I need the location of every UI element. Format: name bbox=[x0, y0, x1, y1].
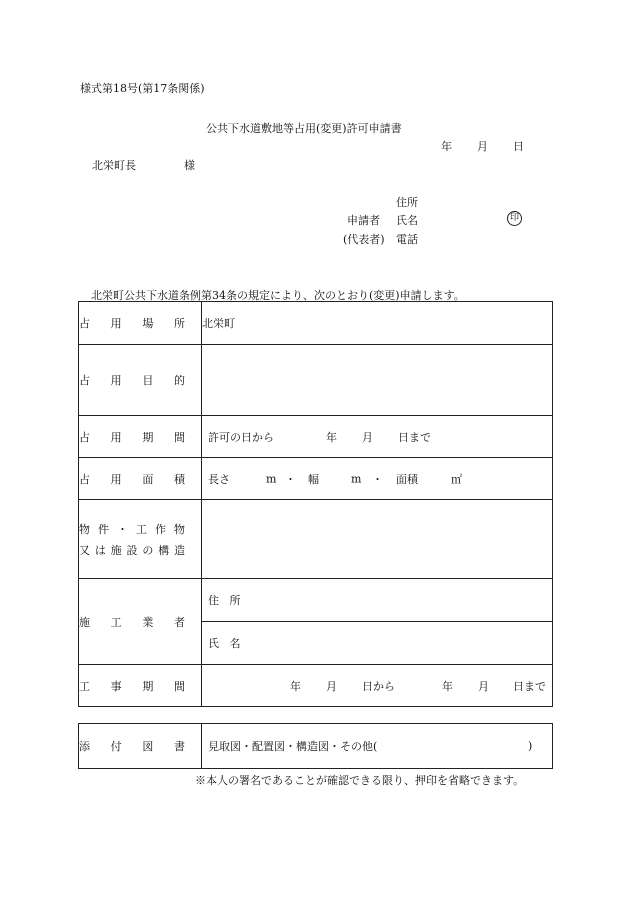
construction-end-year: 年 bbox=[442, 679, 453, 693]
representative-label: (代表者) bbox=[343, 233, 385, 246]
structure-label: 物 件 ・ 工 作 物 又 は 施 設 の 構 造 bbox=[79, 500, 202, 579]
applicant-name-label: 氏名 bbox=[396, 214, 418, 227]
document-title: 公共下水道敷地等占用(変更)許可申請書 bbox=[206, 122, 402, 135]
area-separator-1: ・ bbox=[285, 472, 296, 486]
purpose-label: 占 用 目 的 bbox=[79, 345, 202, 416]
applicant-phone-label: 電話 bbox=[396, 233, 418, 246]
attachment-value[interactable] bbox=[202, 724, 553, 769]
period-month: 月 bbox=[362, 430, 373, 444]
seal-icon: 印 bbox=[507, 211, 522, 226]
area-width-unit: m bbox=[351, 472, 362, 485]
construction-end-month: 月 bbox=[478, 679, 489, 693]
addressee-name: 北栄町長 bbox=[92, 159, 136, 172]
date-month-label: 月 bbox=[477, 140, 488, 153]
area-separator-2: ・ bbox=[372, 472, 383, 486]
addressee-honorific: 様 bbox=[184, 159, 195, 172]
period-year: 年 bbox=[326, 430, 337, 444]
applicant-address-label: 住所 bbox=[396, 196, 418, 209]
contractor-address-label: 住 所 bbox=[208, 594, 241, 607]
construction-period-label: 工 事 期 間 bbox=[79, 665, 202, 707]
area-label: 占 用 面 積 bbox=[79, 458, 202, 500]
area-length-unit: m bbox=[266, 472, 277, 485]
attachment-label: 添 付 図 書 bbox=[79, 724, 202, 769]
attachment-table bbox=[78, 723, 553, 769]
construction-period-value[interactable] bbox=[202, 665, 553, 707]
period-value[interactable] bbox=[202, 416, 553, 458]
area-length-label: 長さ bbox=[208, 472, 230, 486]
attachment-options: 見取図・配置図・構造図・その他( bbox=[208, 740, 378, 753]
area-value[interactable] bbox=[202, 458, 553, 500]
date-day-label: 日 bbox=[513, 140, 524, 153]
application-table bbox=[78, 301, 553, 707]
area-area-unit: ㎡ bbox=[451, 472, 462, 486]
area-area-label: 面積 bbox=[396, 472, 418, 486]
place-label: 占 用 場 所 bbox=[79, 302, 202, 345]
date-year-label: 年 bbox=[441, 140, 452, 153]
contractor-address-field[interactable] bbox=[202, 579, 552, 622]
period-label: 占 用 期 間 bbox=[79, 416, 202, 458]
construction-until: 日まで bbox=[513, 679, 546, 693]
construction-from: 日から bbox=[362, 679, 395, 693]
purpose-value[interactable] bbox=[202, 345, 553, 416]
construction-start-year: 年 bbox=[290, 679, 301, 693]
contractor-label: 施 工 業 者 bbox=[79, 579, 202, 665]
intro-statement: 北栄町公共下水道条例第34条の規定により、次のとおり(変更)申請します。 bbox=[91, 289, 465, 302]
period-until: 日まで bbox=[398, 430, 431, 444]
applicant-label: 申請者 bbox=[347, 214, 380, 227]
contractor-name-label: 氏 名 bbox=[208, 637, 241, 650]
footnote: ※本人の署名であることが確認できる限り、押印を省略できます。 bbox=[195, 774, 525, 787]
area-width-label: 幅 bbox=[308, 472, 319, 486]
place-value[interactable]: 北栄町 bbox=[202, 302, 553, 345]
attachment-close-paren: ) bbox=[528, 739, 533, 753]
contractor-name-field[interactable] bbox=[202, 622, 552, 664]
structure-value[interactable] bbox=[202, 500, 553, 579]
contractor-value bbox=[202, 579, 553, 665]
construction-start-month: 月 bbox=[326, 679, 337, 693]
form-number: 様式第18号(第17条関係) bbox=[80, 82, 205, 95]
period-from: 許可の日から bbox=[208, 430, 274, 444]
